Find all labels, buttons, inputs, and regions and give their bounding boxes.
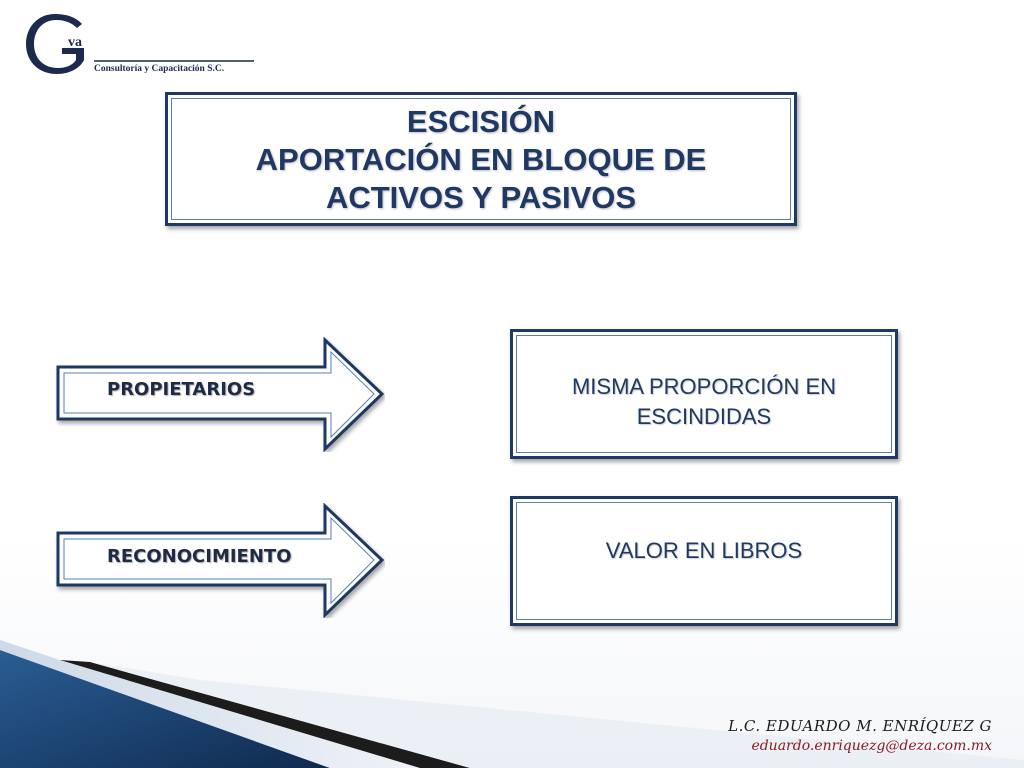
company-logo bbox=[20, 10, 250, 80]
title-line-2: APORTACIÓN EN BLOQUE DE bbox=[255, 142, 707, 177]
title-line-3: ACTIVOS Y PASIVOS bbox=[325, 180, 637, 215]
logo-letters: va bbox=[68, 35, 82, 50]
logo-company-name: Consultoría y Capacitación S.C. bbox=[94, 64, 225, 74]
box-misma-text bbox=[513, 372, 895, 432]
slide-title bbox=[168, 103, 794, 217]
footer-email[interactable]: eduardo.enriquezg@deza.com.mx bbox=[751, 738, 992, 754]
box-valor-en-libros bbox=[510, 496, 898, 626]
arrow-propietarios bbox=[55, 337, 385, 452]
box-misma-line-1: MISMA PROPORCIÓN EN bbox=[571, 374, 837, 399]
title-line-1: ESCISIÓN bbox=[406, 104, 556, 139]
logo-rule bbox=[94, 60, 254, 62]
box-misma-line-2: ESCINDIDAS bbox=[636, 404, 772, 429]
footer-signature bbox=[728, 716, 992, 756]
arrow-label-reconocimiento: RECONOCIMIENTO bbox=[107, 546, 292, 567]
box-valor-text: VALOR EN LIBROS bbox=[605, 538, 803, 563]
box-misma-proporcion bbox=[510, 329, 898, 459]
title-box bbox=[165, 92, 797, 226]
arrow-label-propietarios: PROPIETARIOS bbox=[107, 379, 256, 400]
arrow-reconocimiento bbox=[55, 503, 385, 618]
footer-name: L.C. EDUARDO M. ENRÍQUEZ G bbox=[728, 717, 992, 735]
